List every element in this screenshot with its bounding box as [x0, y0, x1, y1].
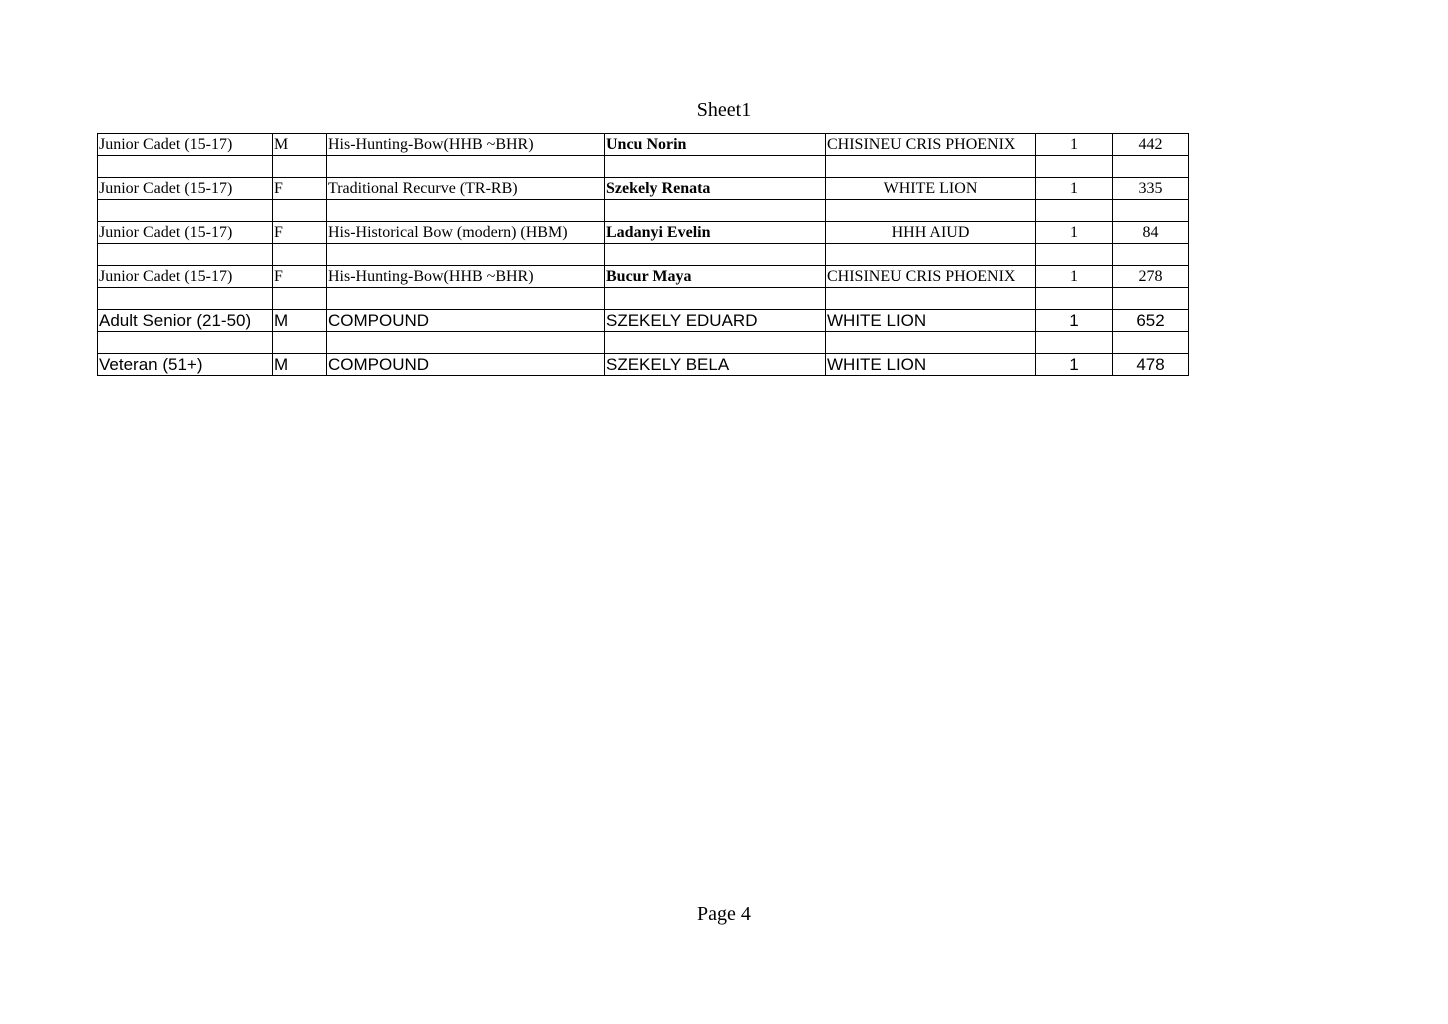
sheet-title: Sheet1: [696, 99, 752, 121]
place-cell: 1: [1036, 354, 1113, 376]
club-cell: CHISINEU CRIS PHOENIX: [826, 266, 1036, 288]
club-cell: WHITE LION: [826, 354, 1036, 376]
bow-class-cell: His-Hunting-Bow(HHB ~BHR): [327, 266, 605, 288]
table-row: [98, 134, 1189, 156]
empty-row: [98, 156, 1189, 178]
category-cell: Junior Cadet (15-17): [98, 222, 273, 244]
table-row: [98, 222, 1189, 244]
bow-class-cell: His-Hunting-Bow(HHB ~BHR): [327, 134, 605, 156]
place-cell: 1: [1036, 134, 1113, 156]
club-cell: HHH AIUD: [826, 222, 1036, 244]
place-cell: 1: [1036, 178, 1113, 200]
bow-class-cell: Traditional Recurve (TR-RB): [327, 178, 605, 200]
empty-row: [98, 288, 1189, 310]
place-cell: 1: [1036, 310, 1113, 332]
category-cell: Junior Cadet (15-17): [98, 134, 273, 156]
gender-cell: F: [273, 222, 327, 244]
category-cell: Veteran (51+): [98, 354, 273, 376]
category-cell: Junior Cadet (15-17): [98, 266, 273, 288]
table-row: [98, 266, 1189, 288]
place-cell: 1: [1036, 266, 1113, 288]
archer-name-cell: Szekely Renata: [605, 178, 826, 200]
empty-row: [98, 244, 1189, 266]
score-cell: 84: [1113, 222, 1189, 244]
archer-name-cell: Ladanyi Evelin: [605, 222, 826, 244]
page-number: Page 4: [697, 903, 751, 925]
table-row: [98, 354, 1189, 376]
archer-name-cell: Bucur Maya: [605, 266, 826, 288]
bow-class-cell: COMPOUND: [327, 310, 605, 332]
empty-row: [98, 332, 1189, 354]
score-cell: 478: [1113, 354, 1189, 376]
score-cell: 278: [1113, 266, 1189, 288]
table-row: [98, 310, 1189, 332]
archer-name-cell: Uncu Norin: [605, 134, 826, 156]
place-cell: 1: [1036, 222, 1113, 244]
empty-row: [98, 200, 1189, 222]
bow-class-cell: COMPOUND: [327, 354, 605, 376]
gender-cell: M: [273, 310, 327, 332]
gender-cell: F: [273, 266, 327, 288]
gender-cell: M: [273, 134, 327, 156]
bow-class-cell: His-Historical Bow (modern) (HBM): [327, 222, 605, 244]
category-cell: Junior Cadet (15-17): [98, 178, 273, 200]
gender-cell: F: [273, 178, 327, 200]
score-cell: 335: [1113, 178, 1189, 200]
archer-name-cell: SZEKELY BELA: [605, 354, 826, 376]
club-cell: WHITE LION: [826, 178, 1036, 200]
gender-cell: M: [273, 354, 327, 376]
score-cell: 442: [1113, 134, 1189, 156]
table-row: [98, 178, 1189, 200]
club-cell: CHISINEU CRIS PHOENIX: [826, 134, 1036, 156]
club-cell: WHITE LION: [826, 310, 1036, 332]
archer-name-cell: SZEKELY EDUARD: [605, 310, 826, 332]
results-table: [97, 133, 1189, 376]
score-cell: 652: [1113, 310, 1189, 332]
category-cell: Adult Senior (21-50): [98, 310, 273, 332]
